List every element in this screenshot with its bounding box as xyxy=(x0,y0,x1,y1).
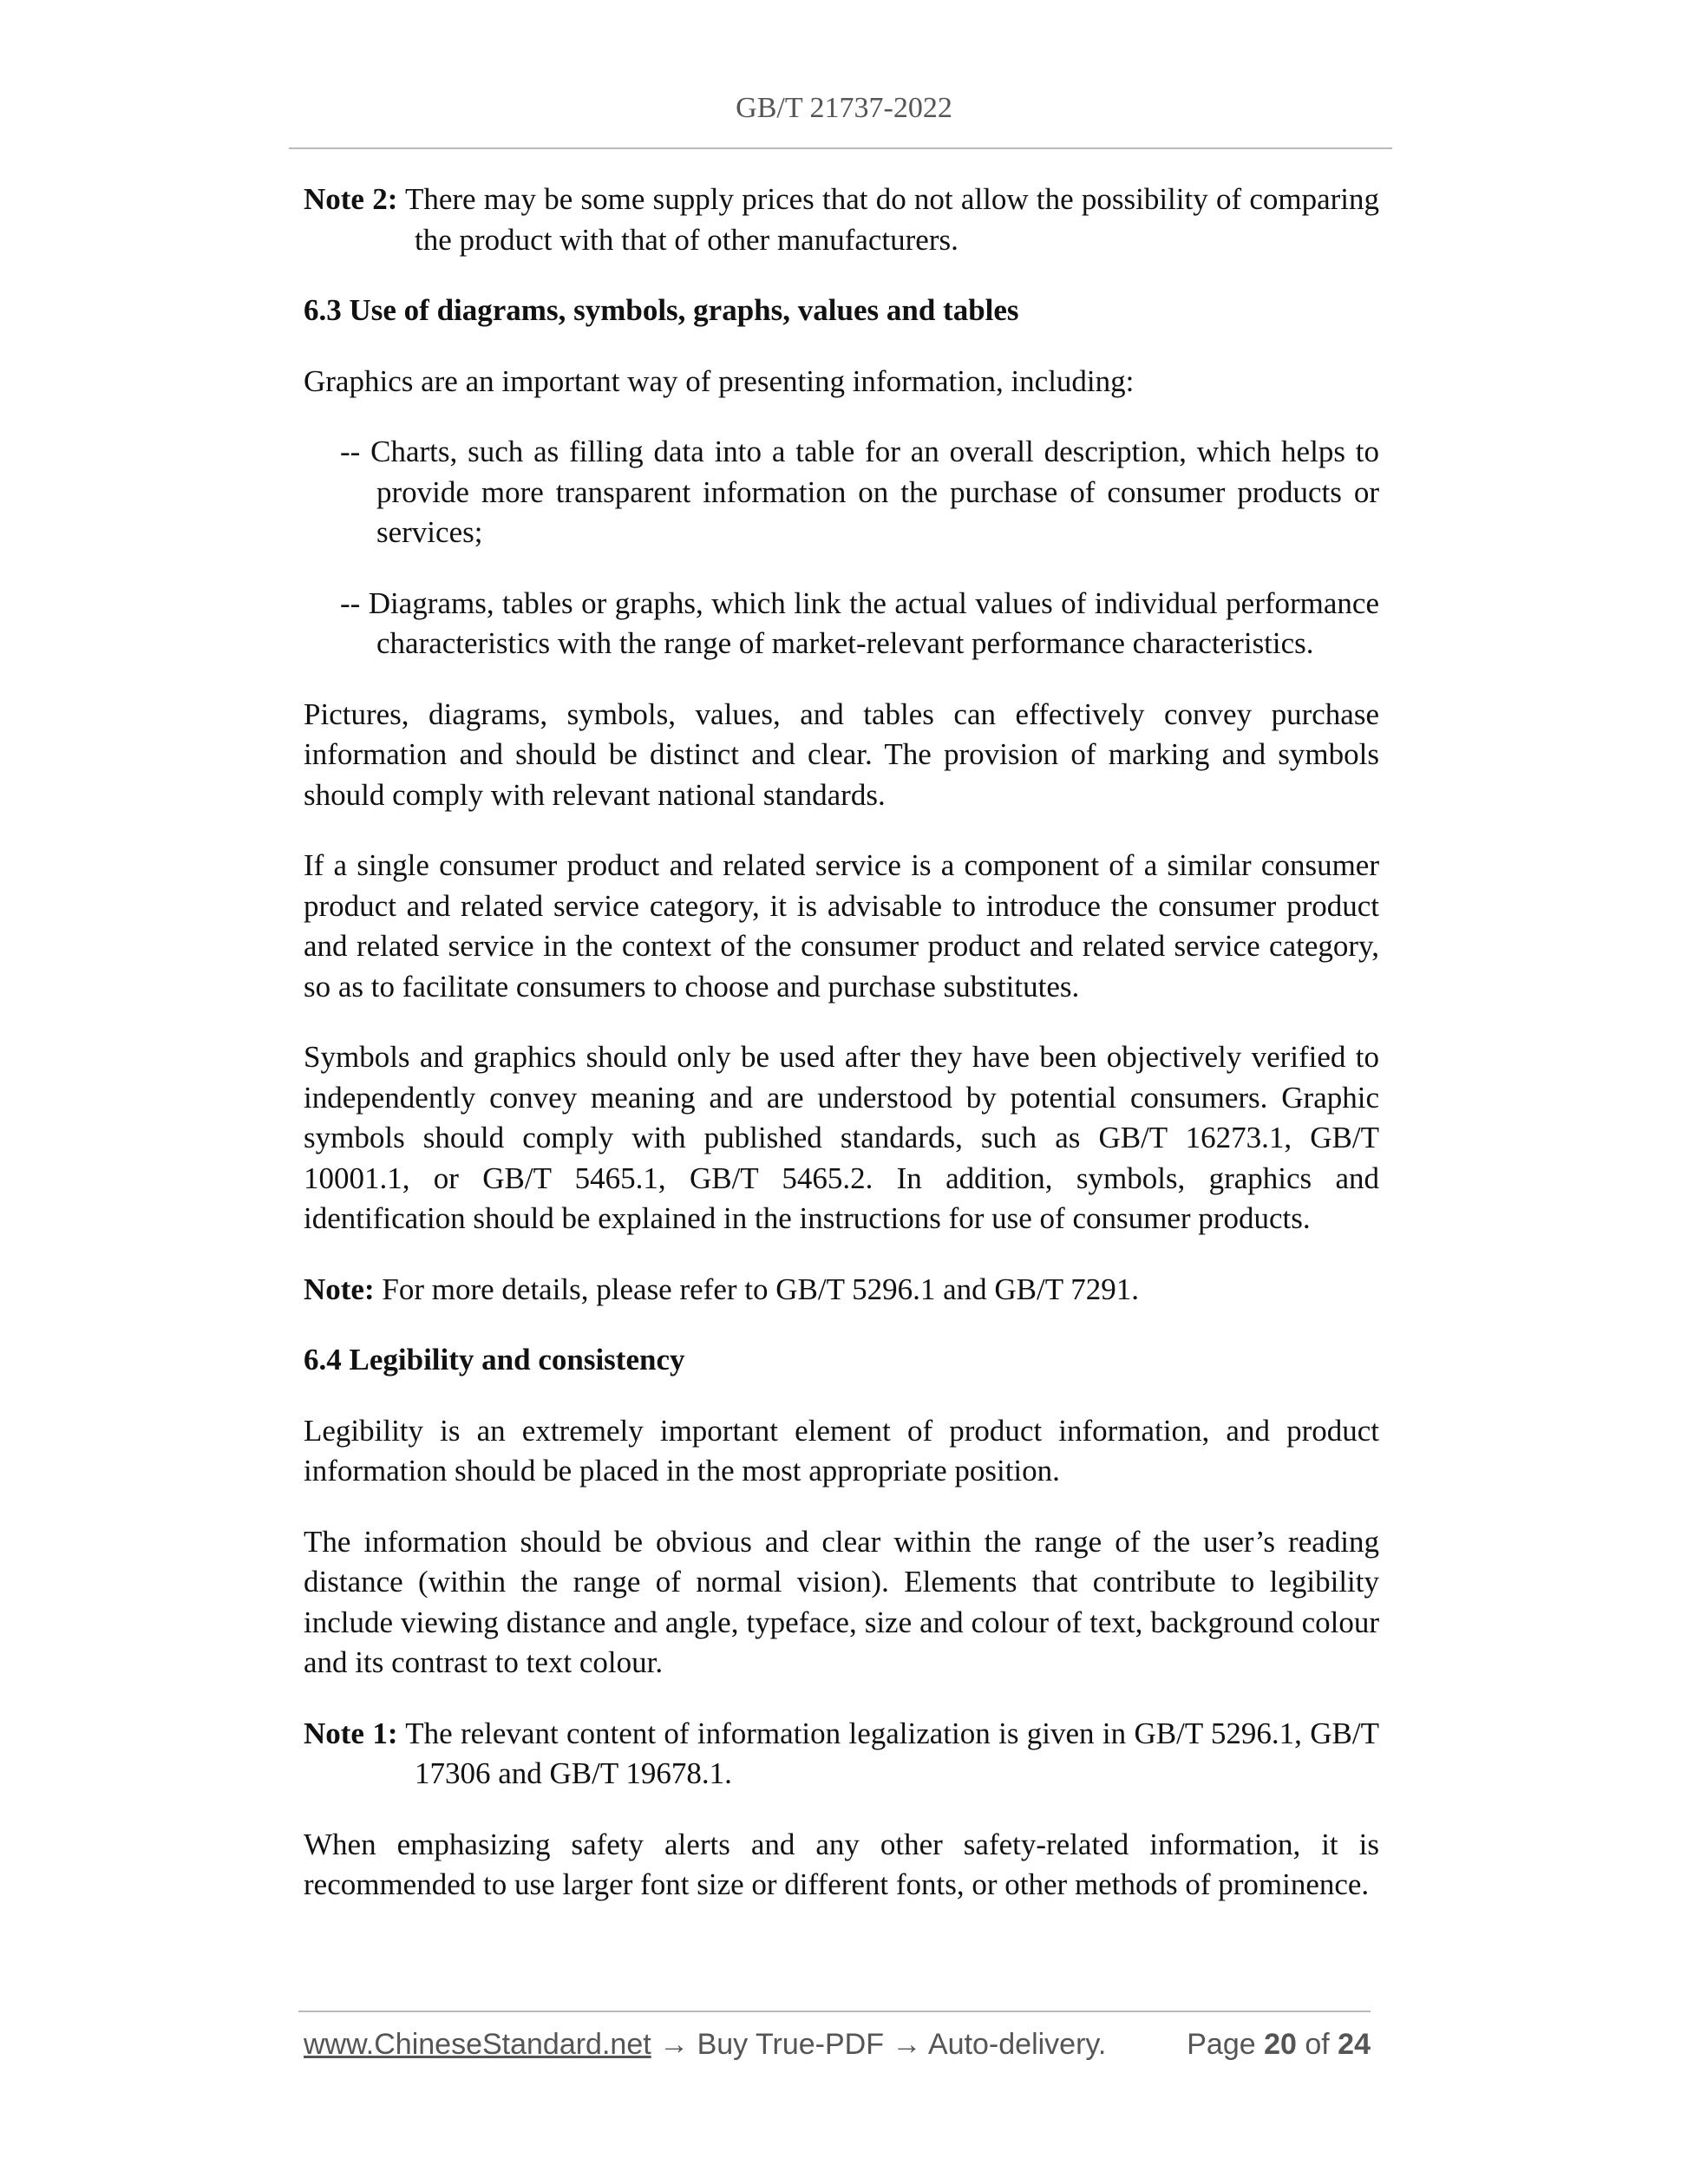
paragraph-information: The information should be obvious and clear within the range of the user’s reading distance (within the range of normal vision). Elements that contribute to legibility include viewing distance and angle, typeface, size and colour of text, background colour and its contrast to text colour. xyxy=(304,1524,1379,1679)
note-2 xyxy=(304,180,1379,260)
section-heading-6-4: 6.4 Legibility and consistency xyxy=(304,1343,685,1376)
paragraph-legibility: Legibility is an extremely important element of product information, and product information should be placed in the most appropriate position. xyxy=(304,1413,1379,1488)
paragraph-single-product: If a single consumer product and related service is a component of a similar consumer product and related service category, it is advisable to introduce the consumer product and related service in the context of the consumer product and related service category, so as to facilitate consumers to choose and purchase substitutes. xyxy=(304,848,1379,1004)
note-1-label: Note 1: xyxy=(304,1716,398,1750)
page-total: 24 xyxy=(1338,2028,1371,2061)
note-2-label: Note 2: xyxy=(304,182,398,216)
footer-promo-text: → Buy True-PDF → Auto-delivery. xyxy=(651,2028,1107,2061)
page-indicator xyxy=(1187,2028,1371,2062)
list-item-charts: -- Charts, such as filling data into a table for an overall description, which helps to provide more transparent information on the purchase of consumer products or services; xyxy=(340,435,1379,549)
list-item-diagrams: -- Diagrams, tables or graphs, which link the actual values of individual performance characteristics with the range of market-relevant performance characteristics. xyxy=(340,585,1379,660)
section-heading-6-3: 6.3 Use of diagrams, symbols, graphs, values and tables xyxy=(304,293,1019,327)
paragraph-graphics-intro: Graphics are an important way of presenting information, including: xyxy=(304,363,1135,398)
paragraph-pictures: Pictures, diagrams, symbols, values, and tables can effectively convey purchase information and should be distinct and clear. The provision of marking and symbols should comply with relevant national standards. xyxy=(304,696,1379,812)
header-divider xyxy=(289,147,1392,149)
paragraph-symbols: Symbols and graphics should only be used after they have been objectively verified to independently convey meaning and are understood by potential consumers. Graphic symbols should comply with published standards, such as GB/T 16273.1, GB/T 10001.1, or GB/T 5465.1, GB/T 5465.2. In addition, symbols, graphics and identification should be explained in the instructions for use of consumer products. xyxy=(304,1040,1379,1235)
page-current: 20 xyxy=(1264,2028,1297,2061)
website-link[interactable]: www.ChineseStandard.net xyxy=(304,2028,651,2061)
note-1 xyxy=(304,1714,1379,1795)
note-2-text: There may be some supply prices that do not allow the possibility of comparing the product with that of other manufacturers. xyxy=(404,182,1379,257)
footer-divider xyxy=(298,2011,1371,2012)
paragraph-safety: When emphasizing safety alerts and any other safety-related information, it is recommended to use larger font size or different fonts, or other methods of prominence. xyxy=(304,1827,1379,1901)
page-content xyxy=(304,180,1379,1906)
page-footer xyxy=(304,2028,1371,2062)
page-label: Page xyxy=(1187,2028,1265,2061)
note-text: For more details, please refer to GB/T 5296.1 and GB/T 7291. xyxy=(382,1272,1139,1306)
note-label: Note: xyxy=(304,1272,375,1306)
page-of: of xyxy=(1296,2028,1338,2061)
note-1-text: The relevant content of information legalization is given in GB/T 5296.1, GB/T 17306 and GB/T 19678.1. xyxy=(405,1716,1379,1790)
note-details xyxy=(304,1270,1379,1311)
page-header-doc-id: GB/T 21737-2022 xyxy=(736,92,952,124)
